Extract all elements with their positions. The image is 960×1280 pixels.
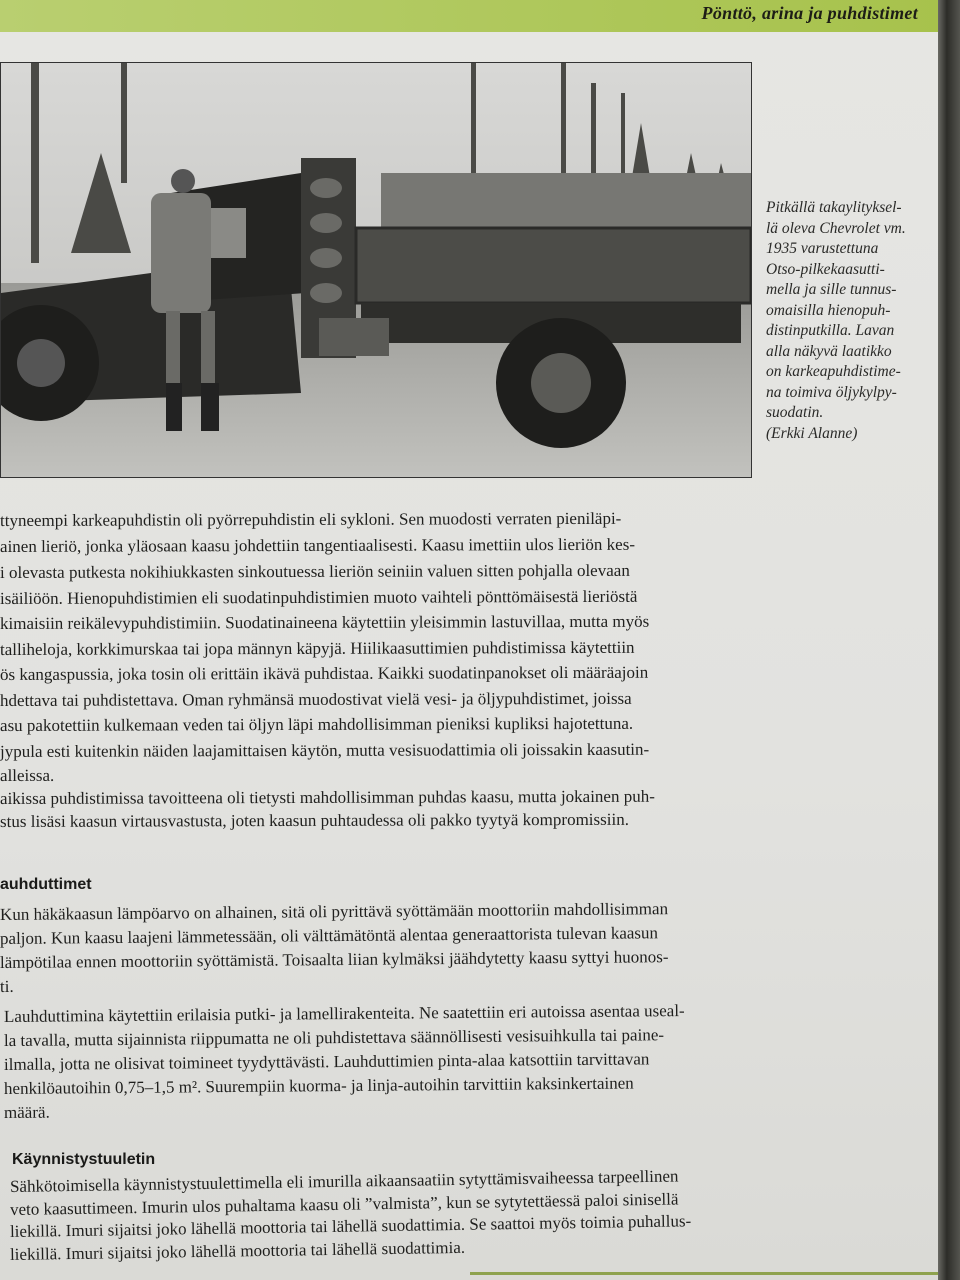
text-line: alleissa. [0, 765, 55, 785]
text-line: liekillä. Imuri sijaitsi joko lähellä moottoria tai lähellä suodattimia. Se saattoi myös toimia puhallus- [9, 1211, 692, 1241]
text-line: isäiliöön. Hienopuhdistimien eli suodatinpuhdistimien muoto vaihteli pönttömäisestä lieriöstä [0, 586, 638, 608]
text-line: Lauhduttimina käytettiin erilaisia putki- ja lamellirakenteita. Ne saatettiin eri autoissa asentaa useal- [3, 1001, 685, 1026]
text-line: ainen lieriö, jonka yläosaan kaasu johdettiin tangentiaalisesti. Kaasu imettiin ulos lieriön kes- [0, 534, 636, 556]
text-line: ttyneempi karkeapuhdistin oli pyörrepuhdistin eli sykloni. Sen muodosti verraten pieniläpi- [0, 508, 622, 530]
text-line: Kun häkäkaasun lämpöarvo on alhainen, sitä oli pyrittävä syöttämään moottoriin mahdollisimman [0, 899, 669, 924]
footer-rule [470, 1272, 940, 1275]
section-heading-kaynnistystuuletin: Käynnistystuuletin [12, 1151, 156, 1168]
caption-line: Pitkällä takaylityksel- [766, 199, 902, 216]
caption-line: mella ja sille tunnus- [766, 281, 897, 298]
text-line: stus lisäsi kaasun virtausvastusta, joten kaasun puhtaudessa oli pakko tyytyä kompromissiin. [0, 809, 629, 831]
section-heading-lauhduttimet: auhduttimet [0, 876, 92, 893]
text-line: Sähkötoimisella käynnistystuulettimella eli imurilla aikaansaatiin sytyttämisvaiheessa tarpeellinen [9, 1166, 679, 1196]
text-line: aikissa puhdistimissa tavoitteena oli tietysti mahdollisimman puhdas kaasu, mutta jokainen puh- [0, 786, 655, 808]
text-line: veto kaasuttimeen. Imurin ulos puhaltama kaasu oli ”valmista”, kun se sytytettäessä paloi sinisellä [9, 1189, 679, 1219]
caption-line: distinputkilla. Lavan [766, 322, 895, 339]
text-line: ilmalla, jotta ne olisivat toimineet tyydyttävästi. Lauhduttimien pinta-alaa katsottiin tarvittavan [3, 1049, 650, 1074]
text-line: henkilöautoihin 0,75–1,5 m². Suurempiin kuorma- ja linja-autoihin tarvittiin kaksinkertainen [3, 1073, 634, 1098]
caption-line: alla näkyvä laatikko [766, 342, 892, 360]
text-line: ti. [0, 976, 14, 996]
text-line: kimaisiin reikälevypuhdistimiin. Suodatinaineena käytettiin yleisimmin lastuvillaa, mutta myös [0, 611, 650, 633]
caption-line: Otso-pilkekaasutti- [766, 260, 885, 278]
caption-line: omaisilla hienopuh- [766, 301, 891, 319]
caption-line: (Erkki Alanne) [766, 424, 858, 442]
chapter-header-band [0, 0, 944, 32]
text-line: ös kangaspussia, joka tosin oli erittäin ikävä puhdistaa. Kaikki suodatinpanokset oli määräajoin [0, 662, 649, 684]
text-line: hdettava tai puhdistettava. Oman ryhmänsä muodostivat vielä vesi- ja öljypuhdistimet, joissa [0, 688, 632, 710]
photo-caption [766, 198, 936, 444]
text-line: lämpötilaa ennen moottoriin syöttämistä. Toisaalta liian kylmäksi jäähdytetty kaasu syttyi huonos- [0, 947, 669, 972]
chapter-title: Pönttö, arina ja puhdistimet [701, 3, 918, 23]
caption-line: suodatin. [766, 404, 824, 421]
caption-line: lä oleva Chevrolet vm. [766, 219, 906, 237]
text-line: jypula esti kuitenkin näiden laajamittaisen käytön, mutta vesisuodattimia oli joissakin kaasutin- [0, 739, 650, 761]
caption-line: 1935 varustettuna [766, 240, 879, 257]
text-line: la tavalla, mutta sijainnista riippumatta ne oli puhdistettava säännöllisesti vesisuihkulla tai paine- [3, 1025, 665, 1050]
text-line: määrä. [3, 1102, 50, 1122]
page-edge-background [938, 0, 960, 1280]
truck-photo-illustration [1, 63, 752, 478]
text-line: paljon. Kun kaasu laajeni lämmetessään, oli välttämätöntä alentaa generaattorista tulevan kaasun [0, 923, 659, 948]
truck-photo [0, 62, 752, 478]
text-line: talliheloja, korkkimurskaa tai jopa männyn käpyjä. Hiilikaasuttimien puhdistimissa käytettiin [0, 637, 635, 659]
text-line: asu pakotettiin kulkemaan veden tai öljyn läpi mahdollisimman pieniksi kupliksi hajotettuna. [0, 713, 634, 735]
text-line: liekillä. Imuri sijaitsi joko lähellä moottoria tai lähellä suodattimia. [9, 1237, 466, 1264]
caption-line: na toimiva öljykylpy- [766, 383, 897, 401]
text-line: i olevasta putkesta nokihiukkasten sinkoutuessa lieriön seiniin valuen sitten pohjalla olevaan [0, 560, 630, 582]
caption-line: on karkeapuhdistime- [766, 363, 901, 380]
